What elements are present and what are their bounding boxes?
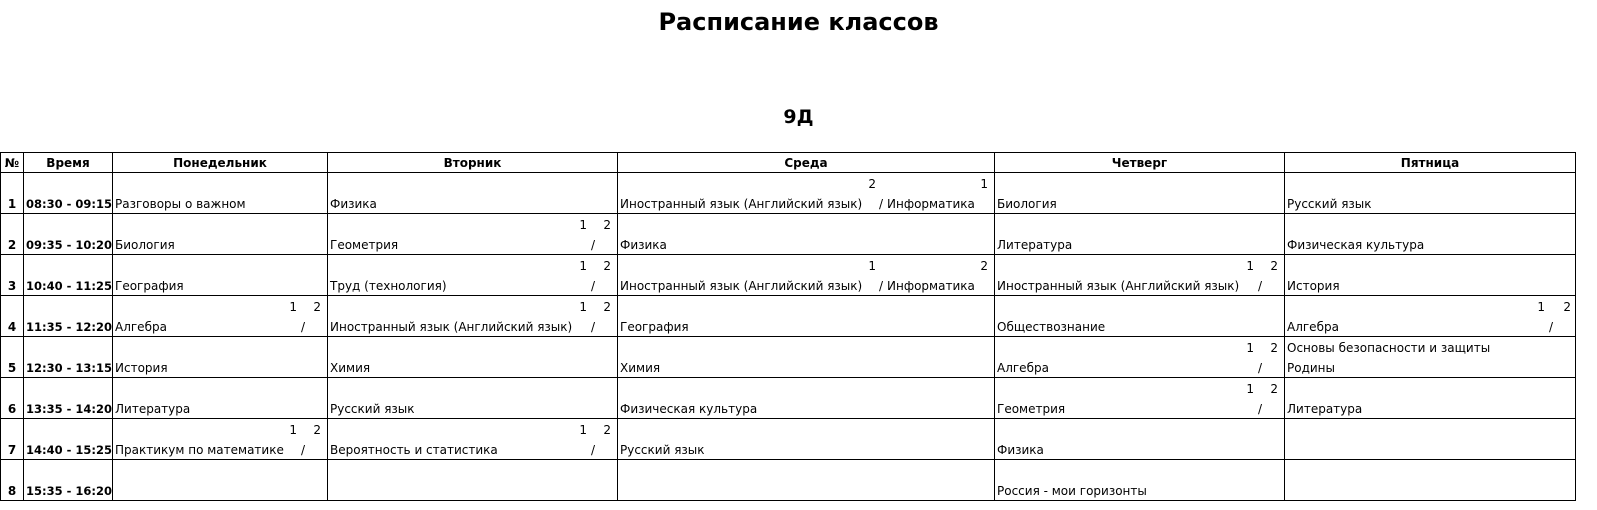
page-title: Расписание классов [658, 8, 939, 36]
group-2-marker: 2 [603, 423, 611, 437]
lesson-cell-content [113, 255, 327, 295]
lesson-cell-friday [1285, 214, 1576, 255]
group-1-marker: 1 [289, 423, 297, 437]
lesson-cell-content [328, 378, 617, 418]
lesson-cell-content [113, 173, 327, 213]
lesson-number: 4 [1, 296, 24, 337]
lesson-cell-friday [1285, 296, 1576, 337]
lesson-cell-content [1285, 460, 1575, 500]
lesson-cell-content [113, 337, 327, 377]
lesson-cell-content [113, 214, 327, 254]
subject-name: Алгебра [1287, 320, 1339, 334]
group-1-marker: 1 [579, 423, 587, 437]
group-separator: / [1548, 320, 1553, 334]
group-1-marker: 1 [579, 259, 587, 273]
group-separator: / [590, 238, 595, 252]
subject-name: Биология [997, 197, 1057, 211]
lesson-cell-wednesday [618, 337, 995, 378]
class-name: 9Д [783, 106, 814, 128]
lesson-cell-content [113, 296, 327, 336]
lesson-number: 1 [1, 173, 24, 214]
subject-name-group-2: Информатика [887, 197, 975, 211]
lesson-time: 09:35 - 10:20 [24, 214, 113, 255]
lesson-time: 10:40 - 11:25 [24, 255, 113, 296]
subject-name: Иностранный язык (Английский язык) [997, 279, 1240, 293]
lesson-cell-thursday [995, 255, 1285, 296]
table-row [1, 296, 1576, 337]
group-2-marker: 2 [1270, 341, 1278, 355]
group-separator: / [1257, 361, 1262, 375]
lesson-cell-tuesday [328, 337, 618, 378]
lesson-number: 5 [1, 337, 24, 378]
lesson-cell-friday [1285, 378, 1576, 419]
lesson-cell-content [328, 214, 617, 254]
subject-name: Геометрия [997, 402, 1066, 416]
lesson-cell-content [995, 378, 1284, 418]
subject-name: Русский язык [620, 443, 705, 457]
lesson-number: 7 [1, 419, 24, 460]
lesson-cell-content [113, 378, 327, 418]
header-tuesday: Вторник [328, 153, 618, 173]
lesson-cell-content [1285, 255, 1575, 295]
lesson-cell-content [113, 419, 327, 459]
group-1-marker: 1 [868, 259, 876, 273]
lesson-cell-wednesday [618, 214, 995, 255]
subject-name: Литература [1287, 402, 1363, 416]
subject-line-1: Основы безопасности и защиты [1287, 341, 1491, 355]
lesson-cell-content [618, 460, 994, 500]
subject-name-group-2: Информатика [887, 279, 975, 293]
subject-name: Родины [1287, 361, 1335, 375]
subject-name: Химия [620, 361, 661, 375]
group-separator: / [879, 279, 884, 293]
lesson-cell-monday [113, 337, 328, 378]
lesson-cell-monday [113, 378, 328, 419]
lesson-time: 15:35 - 16:20 [24, 460, 113, 501]
lesson-cell-thursday [995, 460, 1285, 501]
lesson-cell-tuesday [328, 296, 618, 337]
subject-name: Разговоры о важном [115, 197, 246, 211]
lesson-cell-thursday [995, 337, 1285, 378]
lesson-cell-wednesday [618, 296, 995, 337]
table-row [1, 419, 1576, 460]
lesson-cell-monday [113, 255, 328, 296]
group-separator: / [590, 320, 595, 334]
group-2-marker: 2 [603, 300, 611, 314]
lesson-cell-content [995, 296, 1284, 336]
group-1-marker: 1 [1246, 382, 1254, 396]
lesson-cell-monday [113, 173, 328, 214]
lesson-cell-monday [113, 214, 328, 255]
group-1-marker: 1 [1246, 341, 1254, 355]
lesson-cell-content [618, 419, 994, 459]
lesson-cell-wednesday [618, 419, 995, 460]
subject-name: Физическая культура [1287, 238, 1425, 252]
header-row [1, 153, 1576, 173]
lesson-cell-thursday [995, 173, 1285, 214]
lesson-cell-content [328, 460, 617, 500]
lesson-cell-content [1285, 378, 1575, 418]
header-num: № [1, 153, 24, 173]
lesson-cell-tuesday [328, 255, 618, 296]
group-separator: / [1257, 279, 1262, 293]
header-wednesday: Среда [618, 153, 995, 173]
lesson-cell-content [618, 214, 994, 254]
lesson-cell-wednesday [618, 378, 995, 419]
lesson-cell-friday [1285, 460, 1576, 501]
lesson-cell-content [328, 337, 617, 377]
table-row [1, 460, 1576, 501]
header-monday: Понедельник [113, 153, 328, 173]
lesson-number: 6 [1, 378, 24, 419]
subject-name: Физическая культура [620, 402, 758, 416]
lesson-number: 8 [1, 460, 24, 501]
lesson-cell-wednesday [618, 460, 995, 501]
subject-name: Иностранный язык (Английский язык) [620, 279, 863, 293]
lesson-time: 14:40 - 15:25 [24, 419, 113, 460]
group-separator: / [590, 443, 595, 457]
group-separator: / [879, 197, 884, 211]
lesson-cell-content [995, 214, 1284, 254]
group-separator: / [300, 443, 305, 457]
subject-name: Геометрия [330, 238, 399, 252]
lesson-cell-content [618, 337, 994, 377]
group-2-marker: 2 [313, 300, 321, 314]
lesson-number: 3 [1, 255, 24, 296]
header-time: Время [24, 153, 113, 173]
subject-name: География [115, 279, 184, 293]
table-row [1, 173, 1576, 214]
group-2-marker: 2 [1270, 382, 1278, 396]
subject-name: Физика [997, 443, 1044, 457]
group-2-marker: 2 [980, 259, 988, 273]
subject-name: Россия - мои горизонты [997, 484, 1147, 498]
lesson-cell-thursday [995, 419, 1285, 460]
group-1-marker: 1 [1537, 300, 1545, 314]
table-row [1, 214, 1576, 255]
subject-name: История [1287, 279, 1340, 293]
lesson-cell-tuesday [328, 378, 618, 419]
group-separator: / [590, 279, 595, 293]
lesson-cell-wednesday [618, 255, 995, 296]
lesson-cell-content [995, 173, 1284, 213]
schedule-table [0, 152, 1576, 501]
lesson-time: 08:30 - 09:15 [24, 173, 113, 214]
lesson-cell-monday [113, 460, 328, 501]
subject-name: Обществознание [997, 320, 1106, 334]
header-friday: Пятница [1285, 153, 1576, 173]
group-1-marker: 1 [289, 300, 297, 314]
lesson-cell-content [328, 173, 617, 213]
table-row [1, 337, 1576, 378]
group-2-marker: 1 [980, 177, 988, 191]
subject-name: География [620, 320, 689, 334]
lesson-cell-content [113, 460, 327, 500]
lesson-cell-monday [113, 296, 328, 337]
subject-name: Физика [330, 197, 377, 211]
group-separator: / [300, 320, 305, 334]
lesson-cell-content [995, 460, 1284, 500]
lesson-cell-tuesday [328, 173, 618, 214]
subject-name: Химия [330, 361, 371, 375]
lesson-cell-thursday [995, 296, 1285, 337]
group-1-marker: 1 [579, 218, 587, 232]
group-2-marker: 2 [603, 218, 611, 232]
subject-name: Физика [620, 238, 667, 252]
lesson-cell-content [1285, 419, 1575, 459]
lesson-cell-tuesday [328, 460, 618, 501]
subject-name: Русский язык [1287, 197, 1372, 211]
lesson-cell-content [995, 337, 1284, 377]
lesson-cell-content [1285, 173, 1575, 213]
subject-name: Вероятность и статистика [330, 443, 498, 457]
schedule-body [1, 173, 1576, 501]
lesson-cell-wednesday [618, 173, 995, 214]
subject-name: Литература [997, 238, 1073, 252]
lesson-cell-thursday [995, 214, 1285, 255]
lesson-cell-content [1285, 296, 1575, 336]
lesson-cell-content [618, 173, 994, 213]
lesson-cell-content [618, 296, 994, 336]
group-separator: / [1257, 402, 1262, 416]
lesson-cell-friday [1285, 337, 1576, 378]
subject-name: Алгебра [997, 361, 1049, 375]
lesson-cell-friday [1285, 419, 1576, 460]
lesson-cell-content [328, 419, 617, 459]
lesson-cell-content [328, 296, 617, 336]
lesson-time: 13:35 - 14:20 [24, 378, 113, 419]
group-1-marker: 2 [868, 177, 876, 191]
lesson-cell-monday [113, 419, 328, 460]
lesson-cell-friday [1285, 173, 1576, 214]
subject-name: Русский язык [330, 402, 415, 416]
lesson-cell-content [328, 255, 617, 295]
lesson-cell-content [1285, 214, 1575, 254]
lesson-cell-tuesday [328, 214, 618, 255]
lesson-cell-content [618, 378, 994, 418]
subject-name: Литература [115, 402, 191, 416]
lesson-cell-content [995, 419, 1284, 459]
group-1-marker: 1 [1246, 259, 1254, 273]
header-thursday: Четверг [995, 153, 1285, 173]
lesson-cell-content [1285, 337, 1575, 377]
lesson-cell-content [618, 255, 994, 295]
lesson-number: 2 [1, 214, 24, 255]
table-row [1, 378, 1576, 419]
lesson-time: 12:30 - 13:15 [24, 337, 113, 378]
lesson-cell-friday [1285, 255, 1576, 296]
lesson-cell-thursday [995, 378, 1285, 419]
subject-name: История [115, 361, 168, 375]
table-row [1, 255, 1576, 296]
subject-name: Алгебра [115, 320, 167, 334]
lesson-time: 11:35 - 12:20 [24, 296, 113, 337]
group-2-marker: 2 [1270, 259, 1278, 273]
subject-name: Биология [115, 238, 175, 252]
group-2-marker: 2 [1563, 300, 1571, 314]
subject-name: Труд (технология) [330, 279, 447, 293]
subject-name: Иностранный язык (Английский язык) [620, 197, 863, 211]
lesson-cell-tuesday [328, 419, 618, 460]
subject-name: Практикум по математике [115, 443, 284, 457]
group-2-marker: 2 [603, 259, 611, 273]
lesson-cell-content [995, 255, 1284, 295]
group-1-marker: 1 [579, 300, 587, 314]
group-2-marker: 2 [313, 423, 321, 437]
subject-name: Иностранный язык (Английский язык) [330, 320, 573, 334]
